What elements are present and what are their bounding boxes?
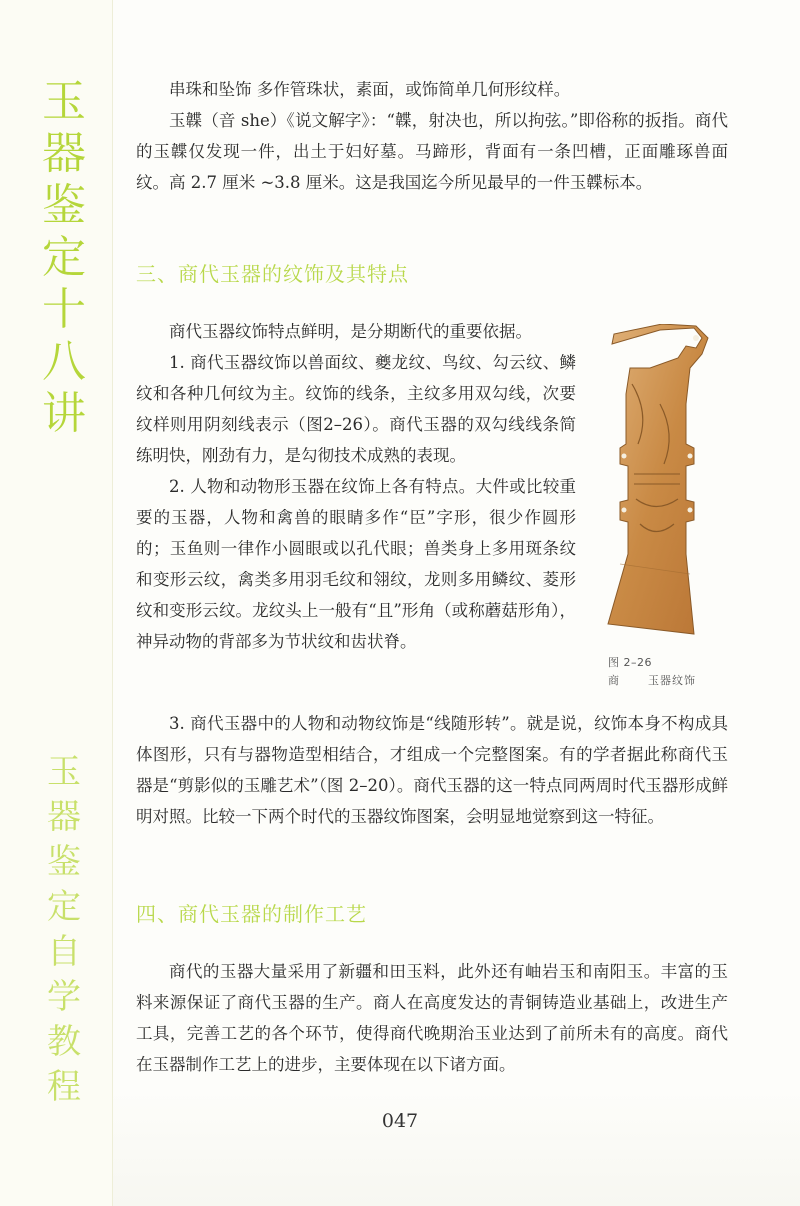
book-title-char: 八	[42, 336, 86, 387]
series-title-char: 程	[47, 1067, 81, 1107]
section3-block	[136, 316, 576, 657]
figure-dynasty: 商	[608, 674, 619, 687]
section3-item-1: 1. 商代玉器纹饰以兽面纹、夔龙纹、鸟纹、勾云纹、鳞纹和各种几何纹为主。纹饰的线条，主纹多用双勾线，次要纹样则用阴刻线表示（图2–26）。商代玉器的双勾线线条简练明快，刚劲有力，是勾彻技术成熟的表现。	[136, 353, 576, 465]
section4-paragraph: 商代的玉器大量采用了新疆和田玉料，此外还有岫岩玉和南阳玉。丰富的玉料来源保证了商代玉器的生产。商人在高度发达的青铜铸造业基础上，改进生产工具，完善工艺的各个环节，使得商代晚期治玉业达到了前所未有的高度。商代在玉器制作工艺上的进步，主要体现在以下诸方面。	[136, 962, 728, 1074]
series-title-char: 器	[47, 797, 81, 837]
series-title-char: 学	[47, 977, 81, 1017]
paragraph-beads: 串珠和坠饰 多作管珠状，素面，或饰简单几何形纹样。	[169, 80, 571, 99]
section3-intro: 商代玉器纹饰特点鲜明，是分期断代的重要依据。	[169, 322, 532, 341]
series-title-char: 教	[47, 1022, 81, 1062]
jade-ornament-image	[590, 324, 730, 642]
jade-ornament-figure	[590, 324, 730, 642]
book-title-char: 鉴	[42, 180, 86, 231]
book-title-char: 玉	[42, 76, 86, 127]
book-title-char: 器	[42, 128, 86, 179]
book-title-vertical	[34, 76, 94, 440]
page-number: 047	[381, 1110, 419, 1132]
figure-description: 玉器纹饰	[648, 674, 696, 687]
series-title-char: 自	[47, 932, 81, 972]
book-title-char: 讲	[42, 388, 86, 439]
book-title-char: 十	[42, 284, 86, 335]
series-title-char: 玉	[47, 752, 81, 792]
section3-item3-block	[136, 708, 728, 832]
book-title-char: 定	[42, 232, 86, 283]
page-bottom-shade	[0, 1090, 800, 1206]
series-title-vertical	[38, 750, 90, 1110]
figure-description-line	[608, 672, 696, 690]
section3-item-3: 3. 商代玉器中的人物和动物纹饰是“线随形转”。就是说，纹饰本身不构成具体图形，只有与器物造型相结合，才组成一个完整图案。有的学者据此称商代玉器是“剪影似的玉雕艺术”（图 2–20）。商代玉器的这一特点同两周时代玉器形成鲜明对照。比较一下两个时代的玉器纹饰图案，会明显地觉察到这一特征。	[136, 714, 728, 826]
figure-caption	[608, 654, 696, 690]
series-title-char: 鉴	[47, 842, 81, 882]
section-heading-4: 四、商代玉器的制作工艺	[136, 902, 367, 926]
section4-block	[136, 956, 728, 1080]
section-heading-3: 三、商代玉器的纹饰及其特点	[136, 262, 409, 286]
figure-number: 图 2–26	[608, 656, 652, 669]
section3-item-2: 2. 人物和动物形玉器在纹饰上各有特点。大件或比较重要的玉器，人物和禽兽的眼睛多作“臣”字形，很少作圆形的；玉鱼则一律作小圆眼或以孔代眼；兽类身上多用斑条纹和变形云纹，禽类多用羽毛纹和翎纹，龙则多用鳞纹、菱形纹和变形云纹。龙纹头上一般有“且”形角（或称蘑菇形角），神异动物的背部多为节状纹和齿状脊。	[136, 477, 576, 651]
sidebar	[0, 0, 113, 1206]
series-title-char: 定	[47, 887, 81, 927]
paragraph-thumb-ring: 玉韘（音 she）《说文解字》：“韘，射决也，所以拘弦。”即俗称的扳指。商代的玉韘仅发现一件，出土于妇好墓。马蹄形，背面有一条凹槽，正面雕琢兽面纹。高 2.7 厘米 ~3.8 厘米。这是我国迄今所见最早的一件玉韘标本。	[136, 111, 728, 192]
intro-block	[136, 74, 728, 198]
